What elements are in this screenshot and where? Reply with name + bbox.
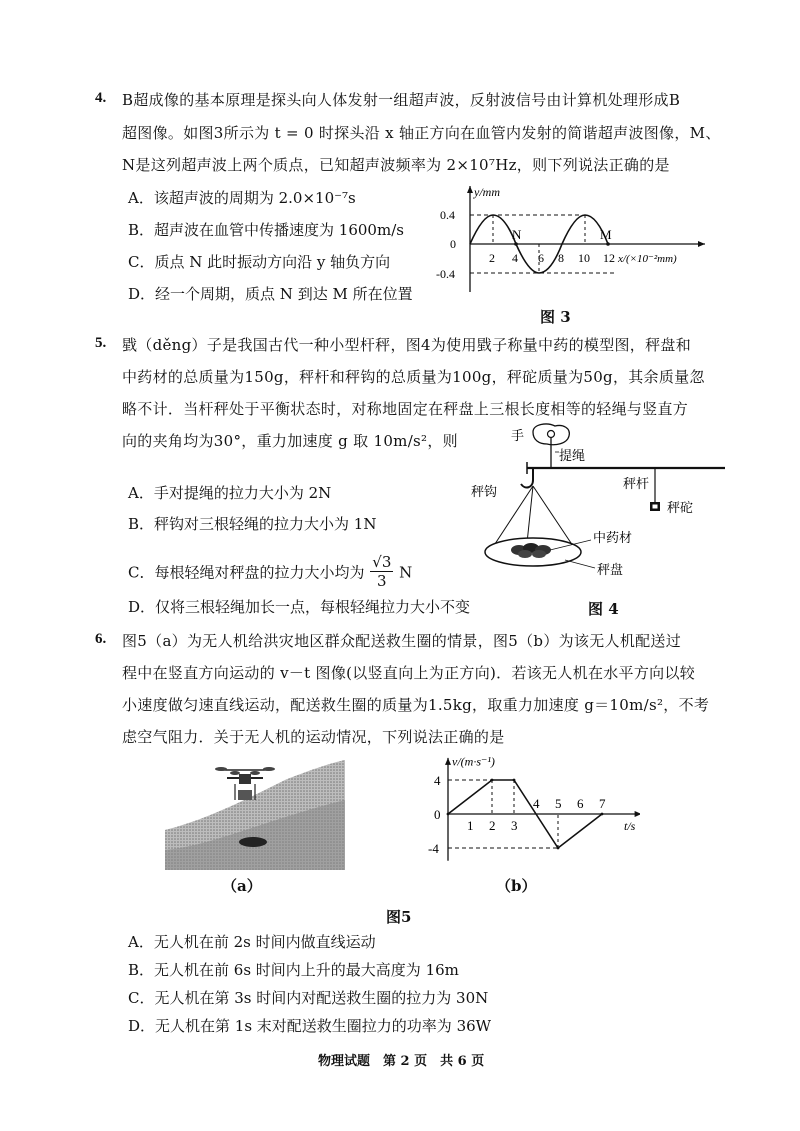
vt-y-tick-label: -4 (428, 841, 439, 856)
figure-4-label-herb: 中药材 (593, 530, 633, 545)
figure-5a-drone-photo (165, 760, 345, 870)
figure-3-y-tick-top: 0.4 (440, 208, 455, 222)
life-ring-icon (239, 837, 267, 847)
figure-4-caption: 图 4 (588, 600, 619, 618)
question-5-option-d[interactable]: D．仅将三根轻绳加长一点，每根轻绳拉力大小不变 (128, 598, 471, 616)
question-4-option-a[interactable]: A．该超声波的周期为 2.0×10⁻⁷s (128, 189, 356, 207)
question-5-stem-line-3: 略不计．当杆秤处于平衡状态时，对称地固定在秤盘上三根长度相等的轻绳与竖直方 (122, 400, 689, 418)
figure-3-point-m: M (600, 227, 612, 242)
question-5-stem-line-2: 中药材的总质量为150g，秤杆和秤钩的总质量为100g，秤砣质量为50g，其余质量忽 (122, 368, 705, 386)
vt-data-point (491, 779, 494, 782)
vt-y-tick-label: 0 (434, 807, 441, 822)
question-5-stem-line-4: 向的夹角均为30°，重力加速度 g 取 10m/s²，则 (122, 432, 458, 450)
figure-5-caption: 图5 (386, 908, 412, 926)
page-footer: 物理试题 第 2 页 共 6 页 (318, 1054, 485, 1069)
vt-x-tick-label: 7 (599, 796, 606, 811)
question-5-number: 5. (95, 335, 107, 351)
figure-3-x-tick-4: 4 (512, 251, 518, 265)
figure-4-label-hook: 秤钩 (471, 484, 498, 499)
question-6-option-c[interactable]: C．无人机在第 3s 时间内对配送救生圈的拉力为 30N (128, 989, 489, 1007)
question-5-option-c[interactable] (128, 555, 412, 592)
figure-3-x-label: x/(×10⁻²mm) (618, 253, 677, 265)
vt-y-axis-label: v/(m·s⁻¹) (452, 754, 495, 769)
question-6-stem-line-2: 程中在竖直方向运动的 v－t 图像(以竖直向上为正方向)．若该无人机在水平方向以较 (122, 664, 696, 682)
figure-3-x-tick-12: 12 (603, 251, 615, 265)
figure-3-x-tick-10: 10 (578, 251, 590, 265)
figure-3-caption: 图 3 (540, 308, 571, 326)
vt-x-tick-label: 2 (489, 818, 496, 833)
figure-3-wave-graph (420, 182, 720, 302)
figure-3-point-n-dot (514, 242, 518, 246)
vt-data-point (447, 813, 450, 816)
question-5-option-b[interactable]: B．秤钩对三根轻绳的拉力大小为 1N (128, 515, 377, 533)
vt-x-tick-label: 4 (533, 796, 540, 811)
question-5-option-a[interactable]: A．手对提绳的拉力大小为 2N (128, 484, 332, 502)
figure-3-x-tick-6: 6 (538, 251, 544, 265)
question-6-stem-line-1: 图5（a）为无人机给洪灾地区群众配送救生圈的情景，图5（b）为该无人机配送过 (122, 632, 682, 650)
question-5-option-c-text: C．每根轻绳对秤盘的拉力大小均为 (128, 563, 365, 582)
figure-4-label-pan: 秤盘 (597, 562, 624, 577)
vt-x-tick-label: 1 (467, 818, 474, 833)
figure-3-y-label: y/mm (474, 185, 500, 199)
figure-3-y-tick-bottom: -0.4 (436, 267, 455, 281)
figure-4-label-hand: 手 (511, 428, 525, 443)
vt-x-tick-label: 6 (577, 796, 584, 811)
figure-3-x-tick-8: 8 (558, 251, 564, 265)
question-4-stem-line-1: B超成像的基本原理是探头向人体发射一组超声波，反射波信号由计算机处理形成B (122, 91, 681, 109)
figure-3-y-tick-zero: 0 (450, 237, 456, 251)
figure-5b-caption: （b） (496, 877, 537, 895)
question-4-option-c[interactable]: C．质点 N 此时振动方向沿 y 轴负方向 (128, 253, 391, 271)
vt-y-tick-label: 4 (434, 773, 441, 788)
vt-data-point (513, 779, 516, 782)
question-6-option-d[interactable]: D．无人机在第 1s 末对配送救生圈拉力的功率为 36W (128, 1017, 492, 1035)
question-6-option-b[interactable]: B．无人机在前 6s 时间内上升的最大高度为 16m (128, 961, 459, 979)
figure-3-point-n: N (512, 227, 522, 242)
option-c-fraction (370, 553, 393, 590)
figure-4-label-weight: 秤砣 (667, 500, 694, 515)
question-6-number: 6. (95, 631, 107, 647)
question-6-option-a[interactable]: A．无人机在前 2s 时间内做直线运动 (128, 933, 376, 951)
vt-x-tick-label: 3 (511, 818, 518, 833)
vt-x-tick-label: 5 (555, 796, 562, 811)
figure-4-label-rope: 提绳 (559, 448, 586, 463)
option-c-denominator: 3 (377, 572, 387, 590)
figure-3-x-tick-2: 2 (489, 251, 495, 265)
vt-x-axis-label: t/s (624, 819, 636, 833)
vt-y-arrow (445, 758, 451, 765)
question-6-stem-line-3: 小速度做匀速直线运动，配送救生圈的质量为1.5kg，取重力加速度 g＝10m/s²，不考 (122, 696, 710, 714)
vt-data-point (601, 813, 604, 816)
question-4-stem-line-2: 超图像。如图3所示为 t = 0 时探头沿 x 轴正方向在血管内发射的简谐超声波图像，M、 (122, 124, 721, 142)
question-4-number: 4. (95, 90, 107, 106)
figure-4-steelyard (455, 422, 735, 592)
figure-4-label-rod: 秤杆 (623, 476, 650, 491)
vt-data-point (557, 847, 560, 850)
figure-5b-vt-chart (400, 752, 640, 872)
option-c-numerator: √3 (372, 553, 392, 571)
figure-5a-caption: （a） (222, 877, 262, 895)
question-4-option-d[interactable]: D．经一个周期，质点 N 到达 M 所在位置 (128, 285, 413, 303)
figure-3-point-m-dot (606, 242, 610, 246)
question-4-stem-line-3: N是这列超声波上两个质点，已知超声波频率为 2×10⁷Hz，则下列说法正确的是 (122, 156, 670, 174)
question-6-stem-line-4: 虑空气阻力．关于无人机的运动情况，下列说法正确的是 (122, 728, 505, 746)
question-4-option-b[interactable]: B．超声波在血管中传播速度为 1600m/s (128, 221, 404, 239)
vt-x-arrow (635, 811, 640, 817)
option-c-unit: N (399, 563, 413, 582)
question-5-stem-line-1: 戥（děng）子是我国古代一种小型杆秤，图4为使用戥子称量中药的模型图，秤盘和 (122, 336, 691, 354)
